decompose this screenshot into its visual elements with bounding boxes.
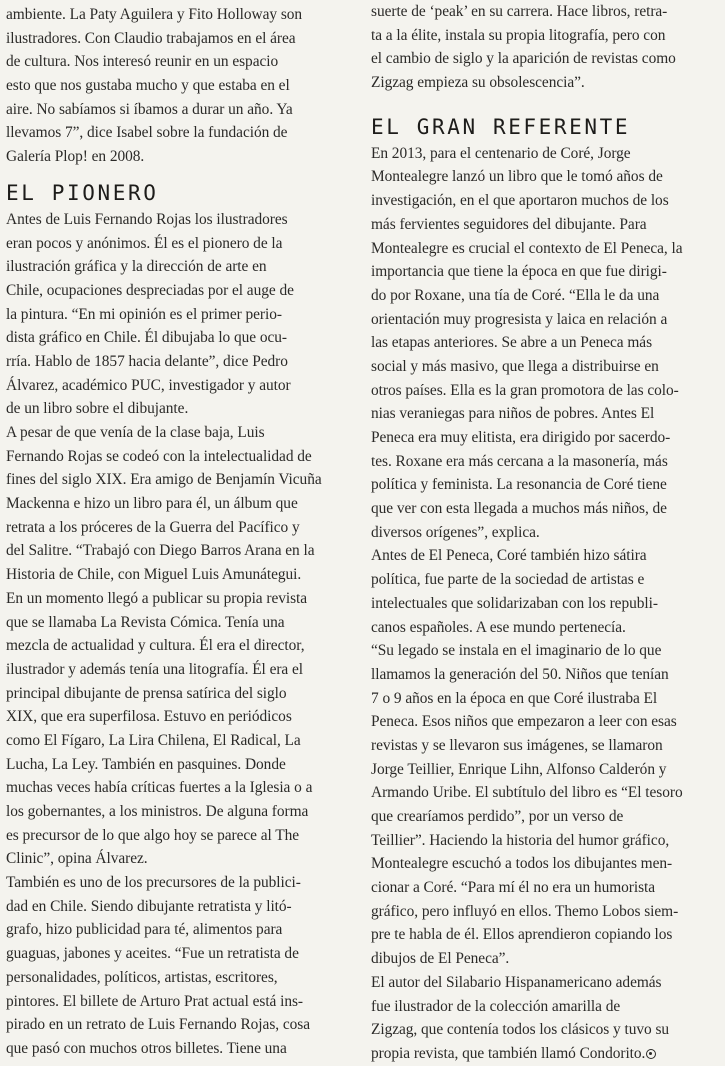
text-line: Jorge Teillier, Enrique Lihn, Alfonso Calderón y — [371, 760, 667, 778]
text-line: Zigzag, que contenía todos los clásicos y tuvo su — [371, 1021, 670, 1039]
text-line: orientación muy progresista y laica en relación a — [371, 310, 668, 328]
text-line: política, fue parte de la sociedad de artistas e — [371, 571, 645, 589]
text-line: Montealegre es crucial el contexto de El Peneca, la — [371, 239, 683, 257]
text-line: A pesar de que venía de la clase baja, Luis — [6, 424, 265, 441]
text-line: dista gráfico en Chile. Él dibujaba lo que ocu- — [6, 329, 288, 347]
end-of-article-icon — [646, 1049, 656, 1059]
text-line: esto que nos gustaba mucho y que estaba en el — [6, 77, 290, 95]
text-line: Historia de Chile, con Miguel Luis Amunátegui. — [6, 566, 302, 584]
text-line: XIX, que era superfilosa. Estuvo en periódicos — [6, 708, 292, 726]
last-line-text: propia revista, que también llamó Condorito. — [371, 1044, 646, 1062]
text-line: ilustrador y además tenía una litografía. Él era el — [6, 660, 304, 678]
text-line: canos españoles. A ese mundo pertenecía. — [371, 618, 626, 636]
text-line: del Salitre. “Trabajó con Diego Barros Arana en la — [6, 542, 315, 560]
text-line: Armando Uribe. El subtítulo del libro es “El tesoro — [371, 784, 683, 802]
text-line: El autor del Silabario Hispanamericano además — [371, 973, 662, 991]
text-line: que ver con esta llegada a muchos más niños, de — [371, 500, 667, 518]
text-line: pre te habla de él. Ellos aprendieron copiando los — [371, 926, 673, 944]
text-line: de un libro sobre el dibujante. — [6, 400, 189, 418]
text-line: mezcla de actualidad y cultura. Él era el director, — [6, 637, 305, 655]
left-intro-paragraph — [6, 3, 353, 169]
text-line: llamamos la generación del 50. Niños que tenían — [371, 665, 669, 683]
text-line: Lucha, La Ley. También en pasquines. Donde — [6, 755, 286, 773]
text-line: “Su legado se instala en el imaginario de lo que — [371, 642, 662, 660]
text-line: intelectuales que solidarizaban con los republi- — [371, 594, 658, 612]
text-line: dibujos de El Peneca”. — [371, 950, 510, 968]
text-line: Mackenna e hizo un libro para él, un álbum que — [6, 495, 298, 513]
text-line: Clinic”, opina Álvarez. — [6, 850, 148, 868]
text-line: como El Fígaro, La Lira Chilena, El Radical, La — [6, 731, 301, 749]
text-line: Zigzag empieza su obsolescencia”. — [371, 74, 585, 92]
text-line: Montealegre lanzó un libro que le tomó años de — [371, 168, 663, 186]
text-line: investigación, en el que aportaron muchos de los — [371, 192, 669, 210]
text-line: ilustración gráfica y la dirección de arte en — [6, 258, 267, 276]
text-line: principal dibujante de prensa satírica del siglo — [6, 684, 287, 702]
text-line: Teillier”. Haciendo la historia del humor gráfico, — [371, 831, 670, 849]
text-line: ta a la élite, instala su propia litografía, pero con — [371, 26, 666, 44]
text-line: importancia que tiene la época en que fue dirigi- — [371, 263, 667, 281]
text-line: gráfico, pero influyó en ellos. Themo Lobos siem- — [371, 902, 679, 920]
text-line: los gobernantes, a los ministros. De alguna forma — [6, 803, 309, 820]
text-line: revistas y se llevaron sus imágenes, se llamaron — [371, 736, 663, 754]
text-line: las etapas anteriores. Se abre a un Peneca más — [371, 334, 653, 352]
text-line: fue ilustrador de la colección amarilla de — [371, 997, 621, 1015]
text-line: ambiente. La Paty Aguilera y Fito Holloway son — [6, 6, 303, 23]
text-line: Antes de Luis Fernando Rojas los ilustradores — [6, 210, 288, 228]
section-heading-el-gran-referente: EL GRAN REFERENTE — [371, 114, 631, 139]
text-line: do por Roxane, una tía de Coré. “Ella le da una — [371, 286, 660, 304]
text-line: otros países. Ella es la gran promotora de las colo- — [371, 381, 679, 399]
text-line: personalidades, políticos, artistas, escritores, — [6, 968, 278, 986]
text-line: más fervientes seguidores del dibujante. Para — [371, 215, 647, 233]
text-line: llevamos 7”, dice Isabel sobre la fundación de — [6, 124, 288, 142]
text-line: También es uno de los precursores de la publici- — [6, 874, 301, 892]
text-line: es precursor de lo que algo hoy se parece al The — [6, 826, 300, 844]
text-line: de cultura. Nos interesó reunir en un espacio — [6, 53, 279, 71]
section-heading-el-pionero: EL PIONERO — [6, 180, 159, 205]
left-column — [6, 3, 353, 1061]
text-line: política y feminista. La resonancia de Coré tiene — [371, 476, 667, 494]
right-column — [371, 0, 720, 1066]
text-line: guaguas, jabones y aceites. “Fue un retratista de — [6, 945, 299, 963]
text-line: rría. Hablo de 1857 hacia delante”, dice Pedro — [6, 352, 288, 370]
text-line: cionar a Coré. “Para mí él no era un humorista — [371, 879, 656, 897]
text-line: social y más masivo, que llega a distribuirse en — [371, 357, 659, 375]
text-line: suerte de ‘peak’ en su carrera. Hace libros, retra- — [371, 3, 668, 20]
text-line: pirado en un retrato de Luis Fernando Rojas, cosa — [6, 1016, 310, 1034]
text-line: dad en Chile. Siendo dibujante retratista y litó- — [6, 897, 292, 915]
text-line: muchas veces había críticas fuertes a la Iglesia o a — [6, 779, 313, 797]
text-line: que crearíamos perdido”, por un verso de — [371, 808, 624, 825]
text-line: que se llamaba La Revista Cómica. Tenía una — [6, 613, 285, 631]
text-line: En un momento llegó a publicar su propia revista — [6, 589, 308, 607]
text-line: retrata a los próceres de la Guerra del Pacífico y — [6, 518, 300, 536]
text-line: grafo, hizo publicidad para té, alimentos para — [6, 921, 283, 939]
text-line: Peneca era muy elitista, era dirigido por sacerdo- — [371, 429, 671, 446]
text-line: fines del siglo XIX. Era amigo de Benjamín Vicuña — [6, 471, 322, 489]
text-line: aire. No sabíamos si íbamos a durar un año. Ya — [6, 100, 293, 118]
el-gran-referente-body — [371, 142, 720, 1066]
text-line: que pasó con muchos otros billetes. Tiene una — [6, 1039, 287, 1057]
text-line: nias veraniegas para niños de pobres. Antes El — [371, 405, 655, 423]
text-line: diversos orígenes”, explica. — [371, 523, 540, 541]
text-line: la pintura. “En mi opinión es el primer perio- — [6, 305, 282, 323]
text-line: Antes de El Peneca, Coré también hizo sátira — [371, 547, 647, 565]
el-pionero-body — [6, 208, 353, 1061]
last-text-line — [371, 1042, 720, 1066]
text-line: Álvarez, académico PUC, investigador y autor — [6, 376, 291, 394]
text-line: el cambio de siglo y la aparición de revistas como — [371, 50, 676, 68]
text-line: Chile, ocupaciones despreciadas por el auge de — [6, 281, 294, 299]
text-line: tes. Roxane era más cercana a la masonería, más — [371, 452, 668, 470]
text-line: Peneca. Esos niños que empezaron a leer con esas — [371, 713, 677, 731]
text-line: En 2013, para el centenario de Coré, Jorge — [371, 144, 631, 162]
text-line: Fernando Rojas se codeó con la intelectualidad de — [6, 447, 312, 465]
right-intro-paragraph — [371, 0, 720, 95]
text-line: 7 o 9 años en la época en que Coré ilustraba El — [371, 689, 658, 707]
text-line: Montealegre escuchó a todos los dibujantes men- — [371, 855, 673, 873]
text-line: ilustradores. Con Claudio trabajamos en el área — [6, 29, 296, 47]
text-line: Galería Plop! en 2008. — [6, 148, 145, 166]
text-line: pintores. El billete de Arturo Prat actual está ins- — [6, 992, 304, 1010]
text-line: eran pocos y anónimos. Él es el pionero de la — [6, 234, 283, 252]
